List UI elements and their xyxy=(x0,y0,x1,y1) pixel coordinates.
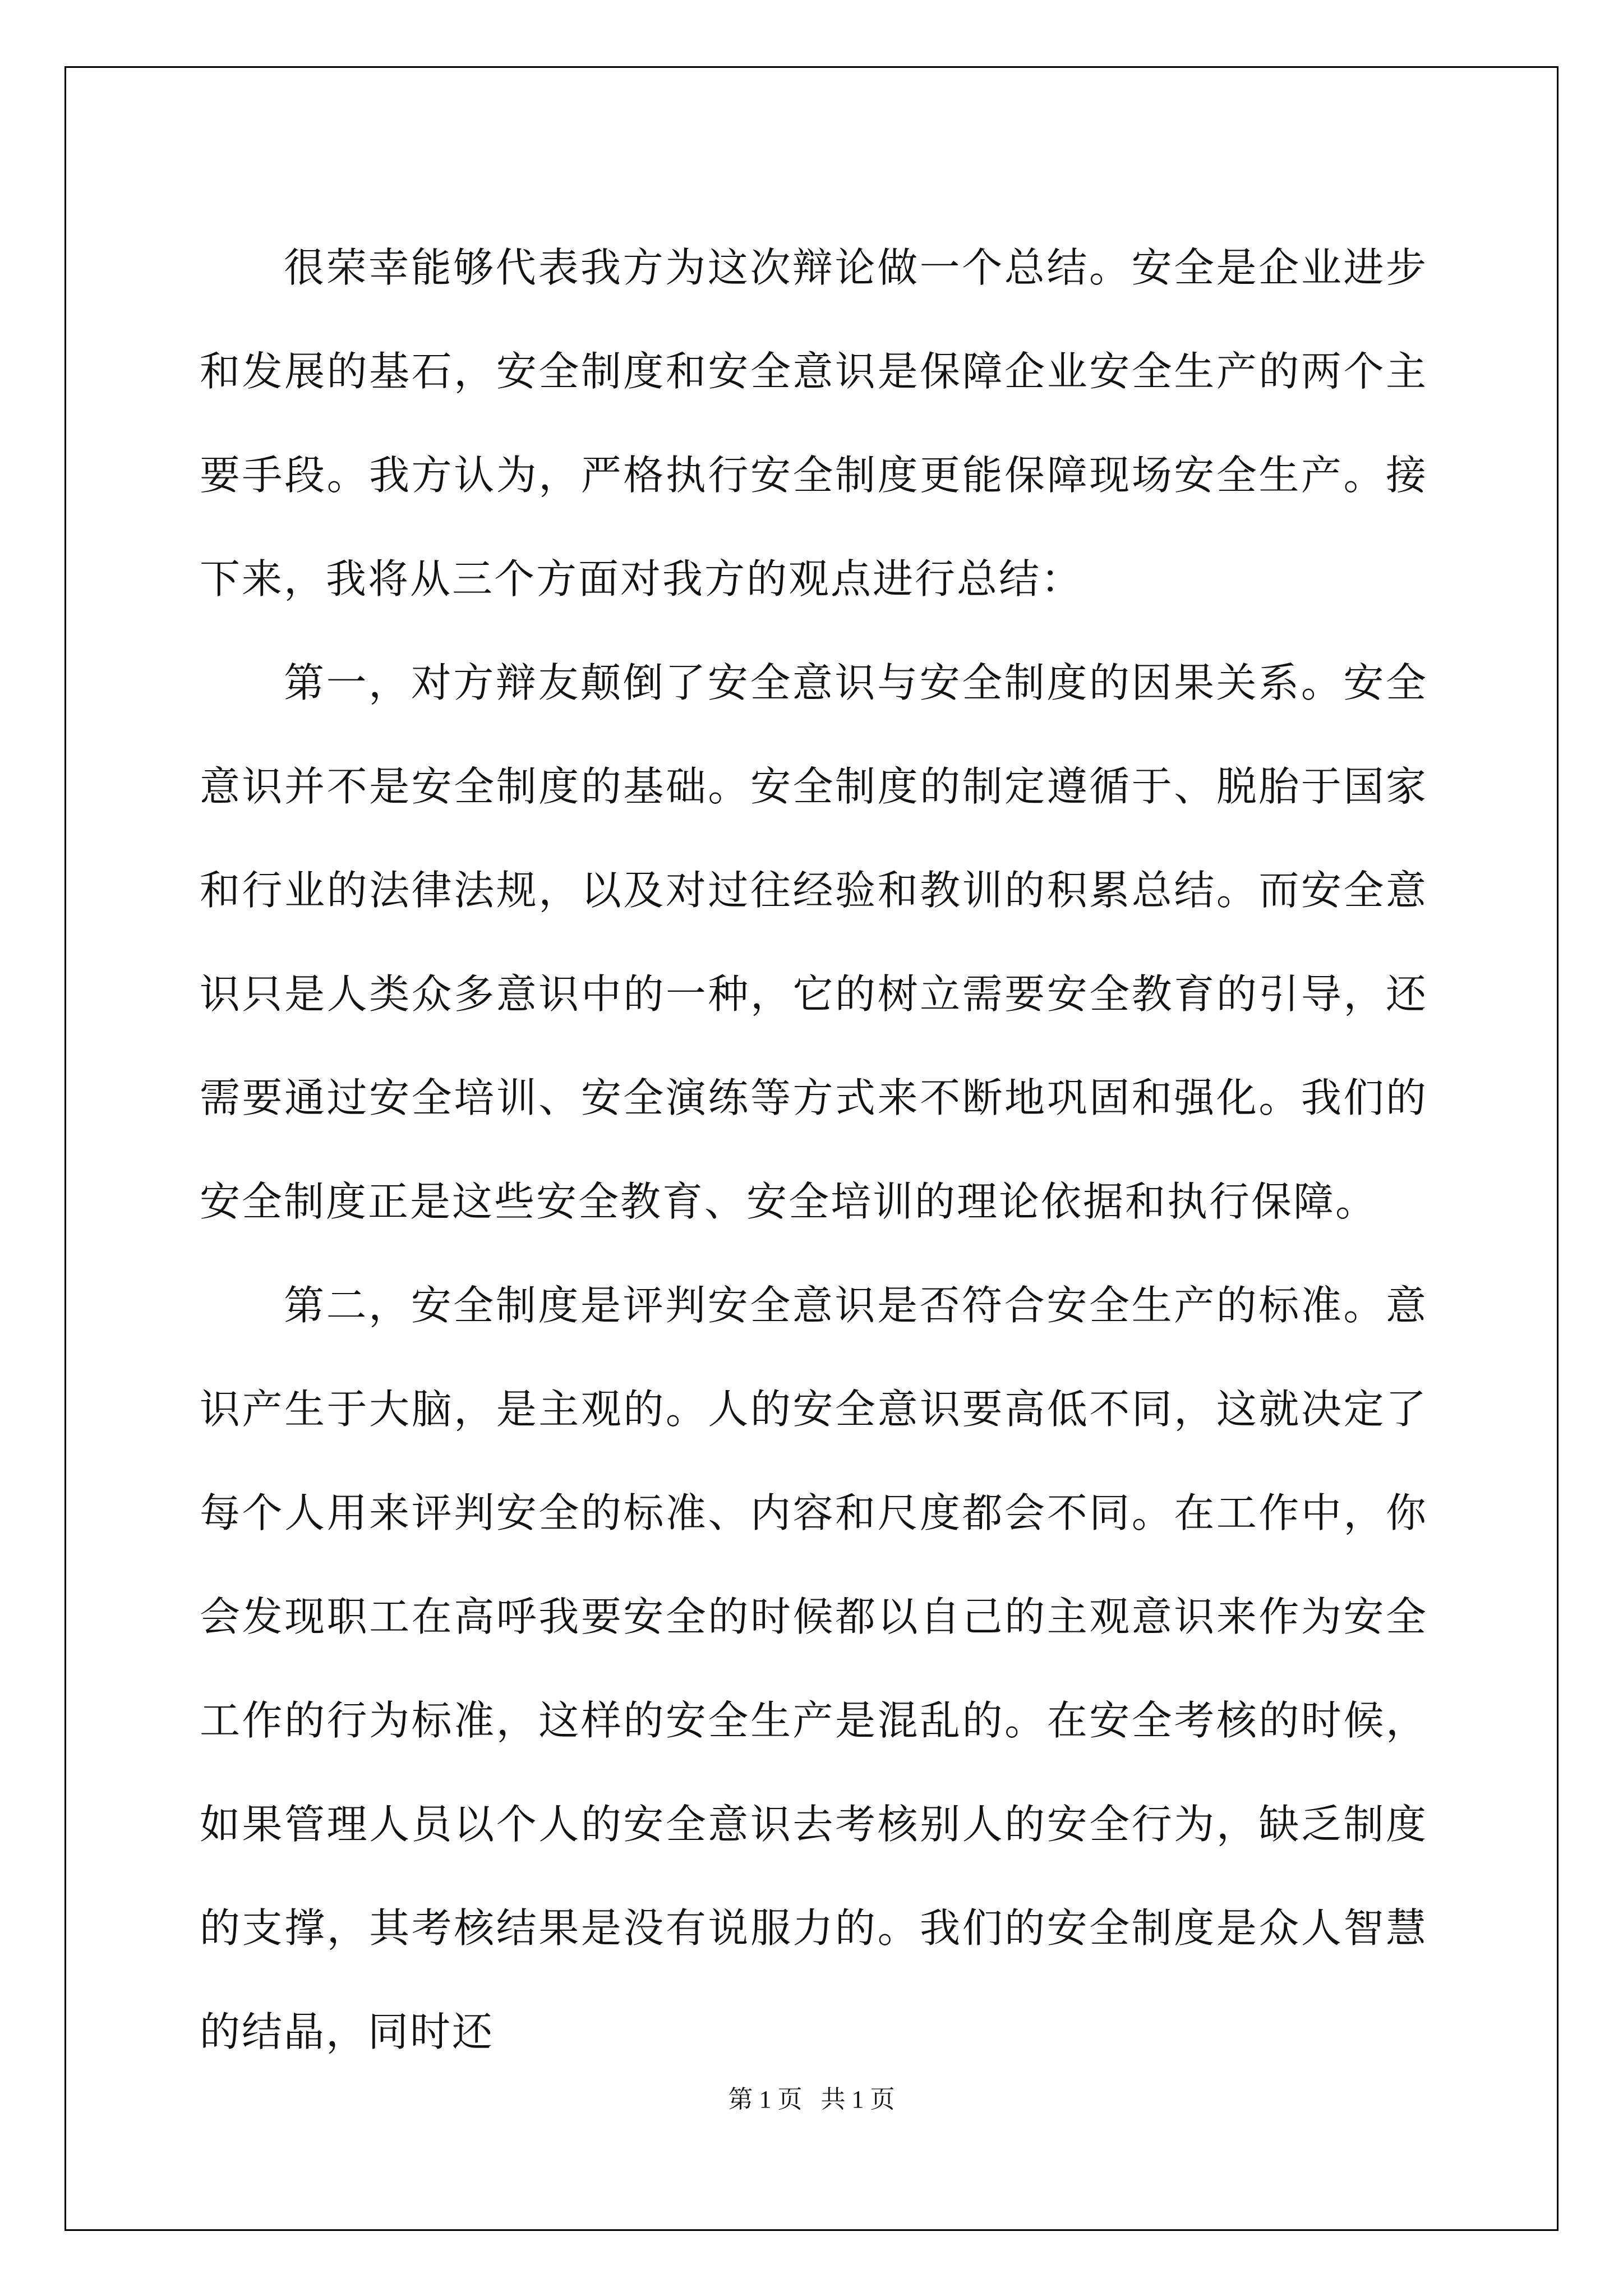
paragraph-intro: 很荣幸能够代表我方为这次辩论做一个总结。安全是企业进步和发展的基石，安全制度和安全意识是保障企业安全生产的两个主要手段。我方认为，严格执行安全制度更能保障现场安全生产。接下来，我将从三个方面对我方的观点进行总结： xyxy=(200,244,1428,602)
page-number-footer: 第 1 页 共 1 页 xyxy=(728,2086,895,2113)
paragraph-point-one: 第一，对方辩友颠倒了安全意识与安全制度的因果关系。安全意识并不是安全制度的基础。安全制度的制定遵循于、脱胎于国家和行业的法律法规，以及对过往经验和教训的积累总结。而安全意识只是人类众多意识中的一种，它的树立需要安全教育的引导，还需要通过安全培训、安全演练等方式来不断地巩固和强化。我们的安全制度正是这些安全教育、安全培训的理论依据和执行保障。 xyxy=(200,659,1428,1225)
paragraph-point-two: 第二，安全制度是评判安全意识是否符合安全生产的标准。意识产生于大脑，是主观的。人的安全意识要高低不同，这就决定了每个人用来评判安全的标准、内容和尺度都会不同。在工作中，你会发现职工在高呼我要安全的时候都以自己的主观意识来作为安全工作的行为标准，这样的安全生产是混乱的。在安全考核的时候，如果管理人员以个人的安全意识去考核别人的安全行为，缺乏制度的支撑，其考核结果是没有说服力的。我们的安全制度是众人智慧的结晶，同时还 xyxy=(200,1282,1428,2055)
document-body xyxy=(200,216,1428,2084)
